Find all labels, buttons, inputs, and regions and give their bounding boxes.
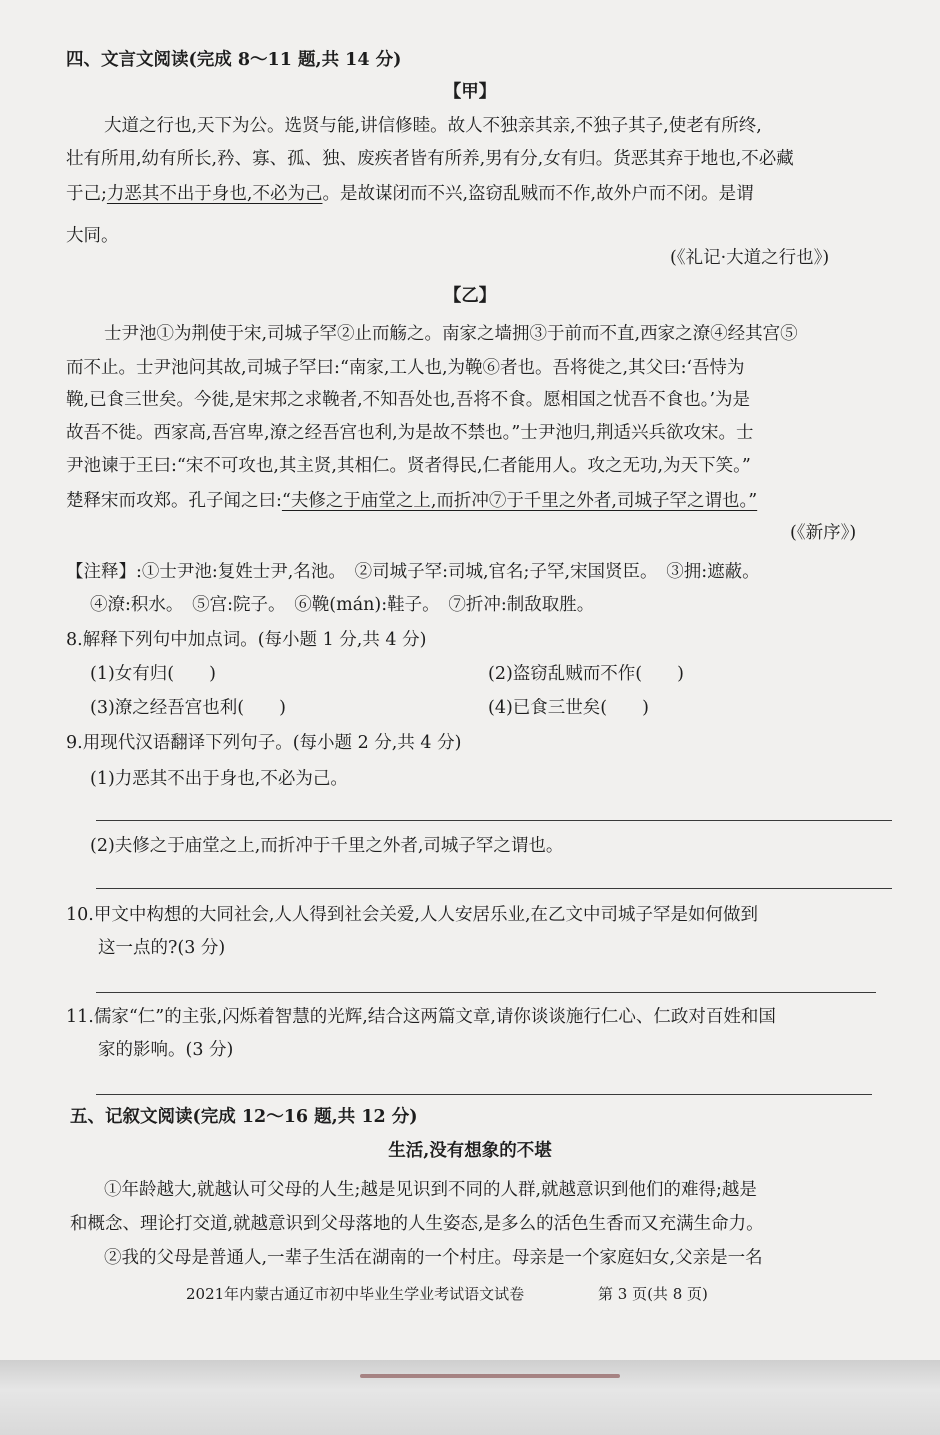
jia-line-4: 大同。 <box>66 226 119 246</box>
narrative-title: 生活,没有想象的不堪 <box>388 1141 552 1161</box>
q11-line-2: 家的影响。(3 分) <box>98 1040 234 1060</box>
yi-underlined-sentence: “夫修之于庙堂之上,而折冲⑦于千里之外者,司城子罕之谓也。” <box>281 491 758 511</box>
section5-heading: 五、记叙文阅读(完成 12～16 题,共 12 分) <box>70 1107 418 1127</box>
q8-stem: 8.解释下列句中加点词。(每小题 1 分,共 4 分) <box>66 630 427 650</box>
q10-line-1: 10.甲文中构想的大同社会,人人得到社会关爱,人人安居乐业,在乙文中司城子罕是如何做到 <box>66 905 759 925</box>
jia-line-3 <box>66 182 754 206</box>
q10-line-2: 这一点的?(3 分) <box>98 938 226 958</box>
notes-line-2: ④潦:积水。 ⑤宫:院子。 ⑥鞔(mán):鞋子。 ⑦折冲:制敌取胜。 <box>90 595 595 615</box>
yi-line-5: 尹池谏于王曰:“宋不可攻也,其主贤,其相仁。贤者得民,仁者能用人。攻之无功,为天下笑。” <box>66 456 751 476</box>
footer-page-number: 第 3 页(共 8 页) <box>598 1285 708 1303</box>
yi-line-4: 故吾不徙。西家高,吾宫卑,潦之经吾宫也利,为是故不禁也。”士尹池归,荆适兴兵欲攻宋。士 <box>66 423 754 443</box>
next-page-edge <box>360 1374 620 1378</box>
q11-answer-line[interactable] <box>96 1094 872 1095</box>
jia-line-3-start: 于己; <box>66 184 107 204</box>
jia-underlined-sentence: 力恶其不出于身也,不必为己 <box>106 184 323 204</box>
yi-source: (《新序》) <box>790 523 857 543</box>
narrative-line-2: 和概念、理论打交道,就越意识到父母落地的人生姿态,是多么的活色生香而又充满生命力。 <box>70 1214 764 1234</box>
jia-source: (《礼记·大道之行也》) <box>670 248 830 268</box>
section4-heading: 四、文言文阅读(完成 8～11 题,共 14 分) <box>66 50 402 70</box>
q11-line-1: 11.儒家“仁”的主张,闪烁着智慧的光辉,结合这两篇文章,请你谈谈施行仁心、仁政对百姓和国 <box>66 1007 776 1027</box>
q8-item-2: (2)盗窃乱贼而不作( ) <box>488 664 684 684</box>
q8-item-3: (3)潦之经吾宫也利( ) <box>90 698 286 718</box>
narrative-line-3: ②我的父母是普通人,一辈子生活在湖南的一个村庄。母亲是一个家庭妇女,父亲是一名 <box>104 1248 763 1268</box>
q8-item-4: (4)已食三世矣( ) <box>488 698 649 718</box>
yi-title: 【乙】 <box>443 286 497 306</box>
jia-line-3-end: 。是故谋闭而不兴,盗窃乱贼而不作,故外户而不闭。是谓 <box>322 184 754 204</box>
yi-line-3: 鞔,已食三世矣。今徙,是宋邦之求鞔者,不知吾处也,吾将不食。愿相国之忧吾不食也。’为是 <box>66 390 751 410</box>
q8-item-1: (1)女有归( ) <box>90 664 216 684</box>
q9-stem: 9.用现代汉语翻译下列句子。(每小题 2 分,共 4 分) <box>66 733 462 753</box>
q9-answer-line-2[interactable] <box>96 888 892 889</box>
jia-title: 【甲】 <box>443 82 497 102</box>
jia-line-1: 大道之行也,天下为公。选贤与能,讲信修睦。故人不独亲其亲,不独子其子,使老有所终, <box>104 116 762 136</box>
q9-item-1: (1)力恶其不出于身也,不必为己。 <box>90 769 348 789</box>
q10-answer-line[interactable] <box>96 992 876 993</box>
photo-bottom-background <box>0 1360 940 1435</box>
footer-exam-name: 2021年内蒙古通辽市初中毕业生学业考试语文试卷 <box>186 1285 525 1303</box>
yi-line-6 <box>66 489 757 513</box>
notes-line-1: 【注释】:①士尹池:复姓士尹,名池。 ②司城子罕:司城,官名;子罕,宋国贤臣。 ③拥:遮蔽。 <box>66 562 760 582</box>
q9-answer-line-1[interactable] <box>96 820 892 821</box>
yi-line-2: 而不止。士尹池问其故,司城子罕曰:“南家,工人也,为鞔⑥者也。吾将徙之,其父曰:‘吾恃为 <box>66 358 745 378</box>
jia-line-2: 壮有所用,幼有所长,矜、寡、孤、独、废疾者皆有所养,男有分,女有归。货恶其弃于地也,不必藏 <box>66 149 794 169</box>
yi-line-6-start: 楚释宋而攻郑。孔子闻之曰: <box>66 491 282 511</box>
q9-item-2: (2)夫修之于庙堂之上,而折冲于千里之外者,司城子罕之谓也。 <box>90 836 564 856</box>
narrative-line-1: ①年龄越大,就越认可父母的人生;越是见识到不同的人群,就越意识到他们的难得;越是 <box>104 1180 757 1200</box>
yi-line-1: 士尹池①为荆使于宋,司城子罕②止而觞之。南家之墙拥③于前而不直,西家之潦④经其宫⑤ <box>104 324 798 344</box>
